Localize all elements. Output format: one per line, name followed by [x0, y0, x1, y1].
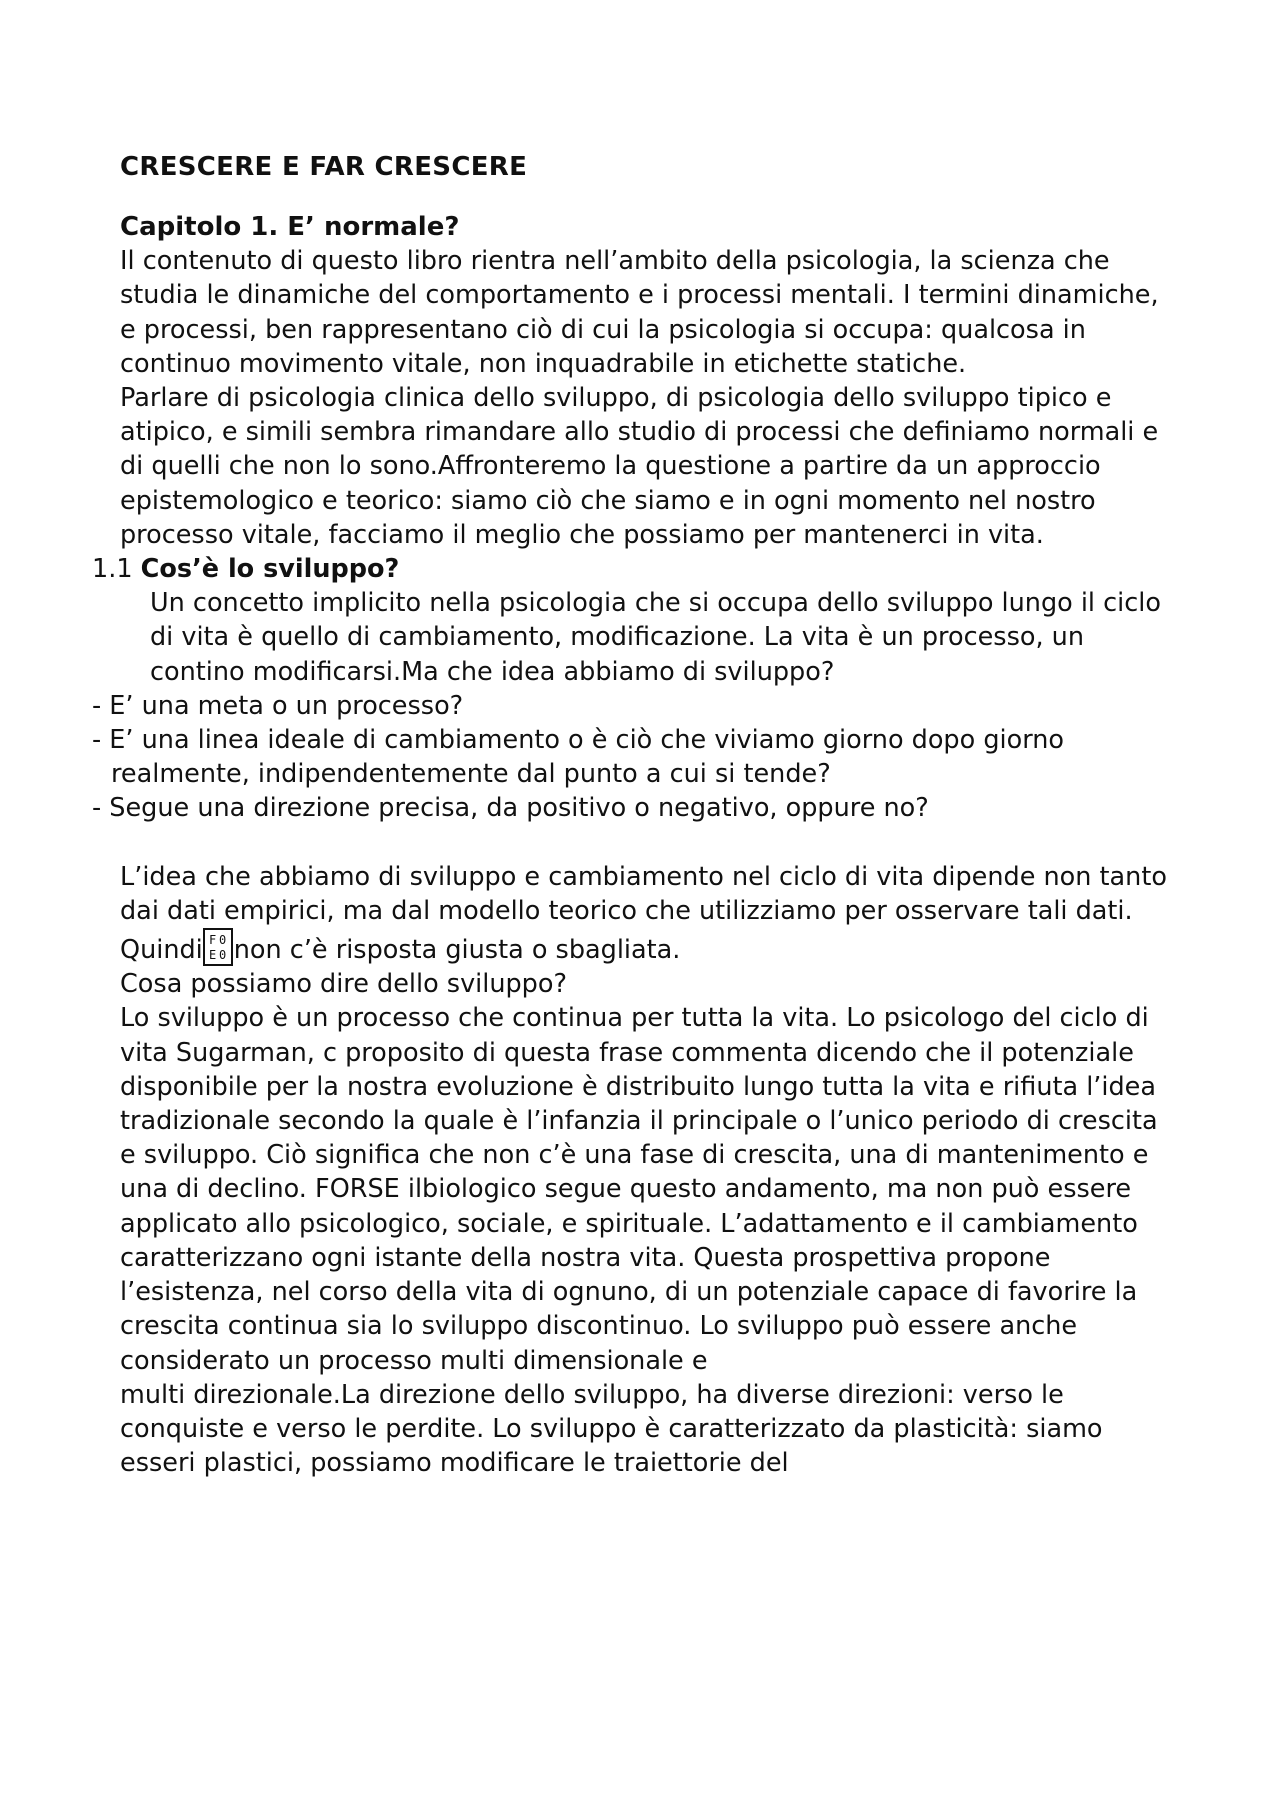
list-item: - E’ una linea ideale di cambiamento o è ciò che viviamo giorno dopo giorno realmente, indipendentemente dal punto a cui si tende? [92, 725, 1065, 790]
list-item: - E’ una meta o un processo? [92, 690, 464, 721]
svg-text:F: F [208, 933, 216, 948]
document-title: CRESCERE E FAR CRESCERE [120, 152, 528, 182]
svg-text:E: E [208, 948, 216, 963]
chapter-paragraph: Parlare di psicologia clinica dello sviluppo, di psicologia dello sviluppo tipico e atipico, e simili sembra rimandare allo studio di processi che definiamo normali e di quelli che non lo sono.Affronteremo la questione a partire da un approccio epistemologico e teorico: siamo ciò che siamo e in ogni momento nel nostro processo vitale, facciamo il meglio che possiamo per mantenerci in vita. [120, 383, 1159, 550]
section-heading [92, 552, 1170, 586]
final-paragraph: Lo sviluppo è un processo che continua per tutta la vita. Lo psicologo del ciclo di vita Sugarman, c proposito di questa frase commenta dicendo che il potenziale disponibile per la nostra evoluzione è distribuito lungo tutta la vita e rifiuta l’idea tradizionale secondo la quale è l’infanzia il principale o l’unico periodo di crescita e sviluppo. Ciò significa che non c’è una fase di crescita, una di mantenimento e una di declino. FORSE ilbiologico segue questo andamento, ma non può essere applicato allo psicologico, sociale, e spirituale. L’adattamento e il cambiamento caratterizzano ogni istante della nostra vita. Questa prospettiva propone l’esistenza, nel corso della vita di ognuno, di un potenziale capace di favorire la crescita continua sia lo sviluppo discontinuo. Lo sviluppo può essere anche considerato un processo multi dimensionale e [120, 1003, 1158, 1376]
list-item: - Segue una direzione precisa, da positivo o negativo, oppure no? [92, 793, 929, 824]
section-title: Cos’è lo sviluppo? [140, 554, 400, 585]
svg-text:0: 0 [218, 948, 226, 963]
section-number: 1.1 [92, 554, 133, 585]
idea-text-after: non c’è risposta giusta o sbagliata. [233, 935, 681, 966]
final-paragraph-continued: multi direzionale.La direzione dello sviluppo, ha diverse direzioni: verso le conquiste e verso le perdite. Lo sviluppo è caratterizzato da plasticità: siamo esseri plastici, possiamo modificare le traiettorie del [120, 1379, 1103, 1479]
missing-glyph-icon [203, 928, 233, 966]
question-line: Cosa possiamo dire dello sviluppo? [120, 969, 567, 1000]
svg-text:0: 0 [218, 933, 226, 948]
idea-text-before: L’idea che abbiamo di sviluppo e cambiamento nel ciclo di vita dipende non tanto dai dati empirici, ma dal modello teorico che utilizziamo per osservare tali dati. Quindi [120, 861, 1167, 966]
idea-paragraph [120, 860, 1170, 968]
question-list [92, 689, 1170, 826]
chapter-paragraph: Il contenuto di questo libro rientra nell’ambito della psicologia, la scienza che studia le dinamiche del comportamento e i processi mentali. I termini dinamiche, e processi, ben rappresentano ciò di cui la psicologia si occupa: qualcosa in continuo movimento vitale, non inquadrabile in etichette statiche. [120, 246, 1159, 379]
chapter-heading: Capitolo 1. E’ normale? [120, 212, 460, 242]
document-body [92, 210, 1170, 1480]
section-intro: Un concetto implicito nella psicologia che si occupa dello sviluppo lungo il ciclo di vita è quello di cambiamento, modificazione. La vita è un processo, un contino modificarsi.Ma che idea abbiamo di sviluppo? [150, 588, 1161, 687]
